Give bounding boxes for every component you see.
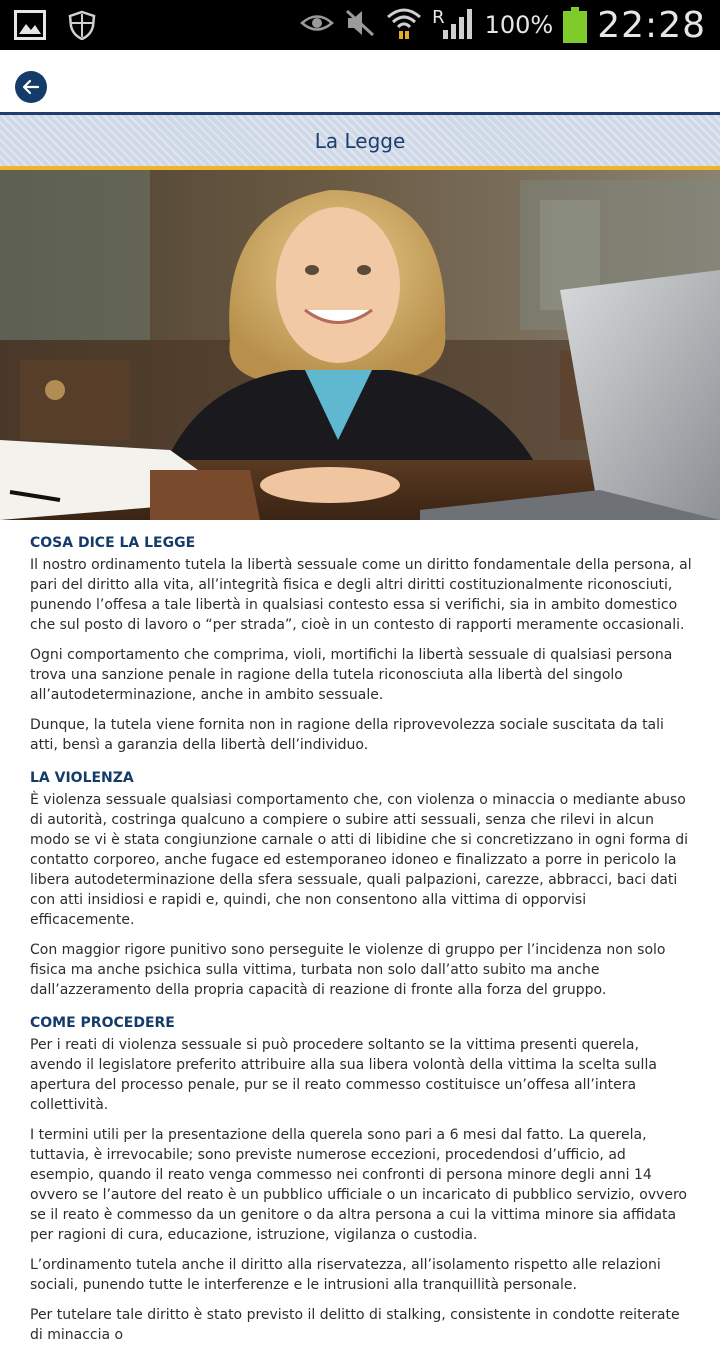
arrow-left-icon <box>21 77 41 97</box>
status-bar <box>0 0 720 50</box>
section-heading: COME PROCEDERE <box>30 1015 175 1031</box>
signal-icon <box>441 6 475 45</box>
back-button[interactable] <box>15 71 47 103</box>
paragraph: I termini utili per la presentazione della querela sono pari a 6 mesi dal fatto. La querela, tuttavia, è irrevocabile; sono previste numerose eccezioni, procedendosi d’ufficio, ad esempio, quando il reato venga commesso nei confronti di persona minore degli anni 14 ovvero se l’autore del reato è un pubblico ufficiale o un incaricato di pubblico servizio, ovvero se il reato è commesso da un genitore o da altra persona a cui la vittima minore sia affidata per ragioni di cura, educazione, istruzione, vigilanza o custodia. <box>30 1127 687 1243</box>
battery-percent: 100% <box>484 11 554 39</box>
eye-icon <box>300 12 334 39</box>
paragraph: Dunque, la tutela viene fornita non in ragione della riprovevolezza sociale suscitata da tali atti, bensì a garanzia della libertà dell’individuo. <box>30 717 664 753</box>
shield-icon <box>68 10 96 45</box>
page-title: La Legge <box>314 128 406 153</box>
mute-icon <box>344 8 376 43</box>
battery-icon <box>563 7 587 43</box>
article-content <box>30 520 692 1355</box>
paragraph: Il nostro ordinamento tutela la libertà sessuale come un diritto fondamentale della persona, al pari del diritto alla vita, all’integrità fisica e degli altri diritti costituzionalmente riconosciuti, punendo l’offesa a tale libertà in qualsiasi contesto essa si verifichi, sia in ambito domestico che sul posto di lavoro o “per strada”, cioè in un contesto di rapporti meramente occasionali. <box>30 557 692 633</box>
paragraph: Per i reati di violenza sessuale si può procedere soltanto se la vittima presenti querela, avendo il legislatore preferito attribuire alla sua libera volontà della vittima la scelta sulla apertura del processo penale, pur se il reato commesso costituisce un’offesa all’intera collettività. <box>30 1037 657 1113</box>
wifi-icon <box>386 5 422 46</box>
paragraph: È violenza sessuale qualsiasi comportamento che, con violenza o minaccia o mediante abuso di autorità, costringa qualcuno a compiere o subire atti sessuali, senza che rilevi in alcun modo se vi è stata congiunzione carnale o atti di libidine che si concretizzano in ogni forma di contatto corporeo, anche fugace ed estemporaneo idoneo e finalizzato a porre in pericolo la libera autodeterminazione della sfera sessuale, quali palpazioni, carezze, abbracci, baci dati con atti insidiosi e rapidi e, quindi, che non consentono alla vittima di opporvisi efficacemente. <box>30 792 689 928</box>
network-label: R <box>432 6 445 28</box>
gallery-icon <box>14 10 46 45</box>
section-heading: COSA DICE LA LEGGE <box>30 535 196 551</box>
app-bar <box>0 50 720 112</box>
title-band <box>0 115 720 166</box>
paragraph: L’ordinamento tutela anche il diritto alla riservatezza, all’isolamento rispetto alle relazioni sociali, punendo tutte le interferenze e le intrusioni alla tranquillità personale. <box>30 1257 661 1293</box>
section-heading: LA VIOLENZA <box>30 770 134 786</box>
paragraph: Con maggior rigore punitivo sono perseguite le violenze di gruppo per l’incidenza non solo fisica ma anche psichica sulla vittima, turbata non solo dall’atto subito ma anche dall’azzeramento della propria capacità di reazione di fronte alla forza del gruppo. <box>30 942 666 998</box>
paragraph: Per tutelare tale diritto è stato previsto il delitto di stalking, consistente in condotte reiterate di minaccia o <box>30 1307 680 1343</box>
paragraph: Ogni comportamento che comprima, violi, mortifichi la libertà sessuale di qualsiasi persona trova una sanzione penale in ragione della tutela riconosciuta alla libertà del singolo all’autodeterminazione, anche in ambito sessuale. <box>30 647 673 703</box>
hero-image <box>0 170 720 520</box>
clock: 22:28 <box>597 4 706 46</box>
